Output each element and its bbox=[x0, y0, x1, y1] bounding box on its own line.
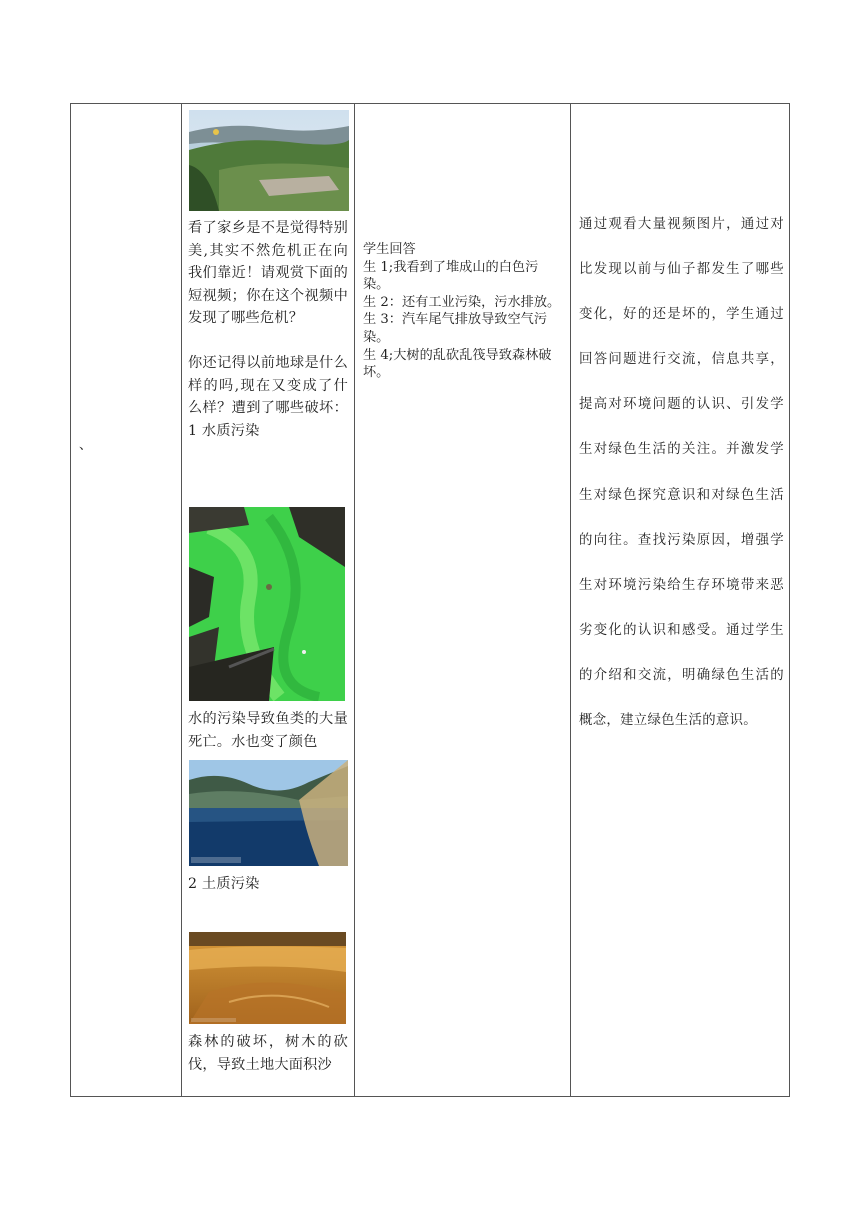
student-answer-3: 生 3：汽车尾气排放导致空气污染。 bbox=[363, 312, 548, 345]
student-answer-1: 生 1;我看到了堆成山的白色污染。 bbox=[363, 259, 539, 293]
step-marker: 、 bbox=[79, 438, 93, 453]
student-answers-heading: 学生回答 bbox=[363, 242, 416, 257]
hometown-landscape-photo bbox=[189, 110, 349, 211]
column-teacher-activity bbox=[181, 104, 354, 1096]
forest-destruction-text: 森林的破坏，树木的砍伐，导致土地大面积沙 bbox=[188, 1034, 348, 1073]
hometown-intro-text: 看了家乡是不是觉得特别美,其实不然危机正在向我们靠近！请观赏下面的短视频；你在这个视频中发现了哪些危机？ bbox=[188, 220, 348, 327]
column-step bbox=[71, 104, 181, 1096]
student-answers bbox=[363, 241, 563, 382]
design-intent-text: 通过观看大量视频图片，通过对比发现以前与仙子都发生了哪些变化，好的还是坏的，学生通过回答问题进行交流，信息共享，提高对环境问题的认识、引发学生对绿色生活的关注。并激发学生对绿色探究意识和对绿色生活的向往。查找污染原因，增强学生对环境污染给生存环境带来恶劣变化的认识和感受。通过学生的介绍和交流，明确绿色生活的概念，建立绿色生活的意识。 bbox=[579, 217, 784, 729]
water-pollution-caption: 水的污染导致鱼类的大量死亡。水也变了颜色 bbox=[188, 711, 348, 750]
student-answer-2: 生 2：还有工业污染，污水排放。 bbox=[363, 294, 561, 310]
desert-photo bbox=[189, 932, 346, 1024]
column-student-activity bbox=[354, 104, 570, 1096]
student-answer-4: 生 4;大树的乱砍乱筏导致森林破坏。 bbox=[363, 347, 552, 381]
soil-pollution-heading: 2 土质污染 bbox=[188, 876, 260, 892]
earth-damage-question: 你还记得以前地球是什么样的吗,现在又变成了什么样？遭到了哪些破坏：1 水质污染 bbox=[188, 355, 348, 439]
lesson-table bbox=[70, 103, 790, 1097]
lake-photo bbox=[189, 760, 348, 866]
polluted-water-photo bbox=[189, 507, 345, 701]
column-design-intent bbox=[571, 104, 791, 1096]
